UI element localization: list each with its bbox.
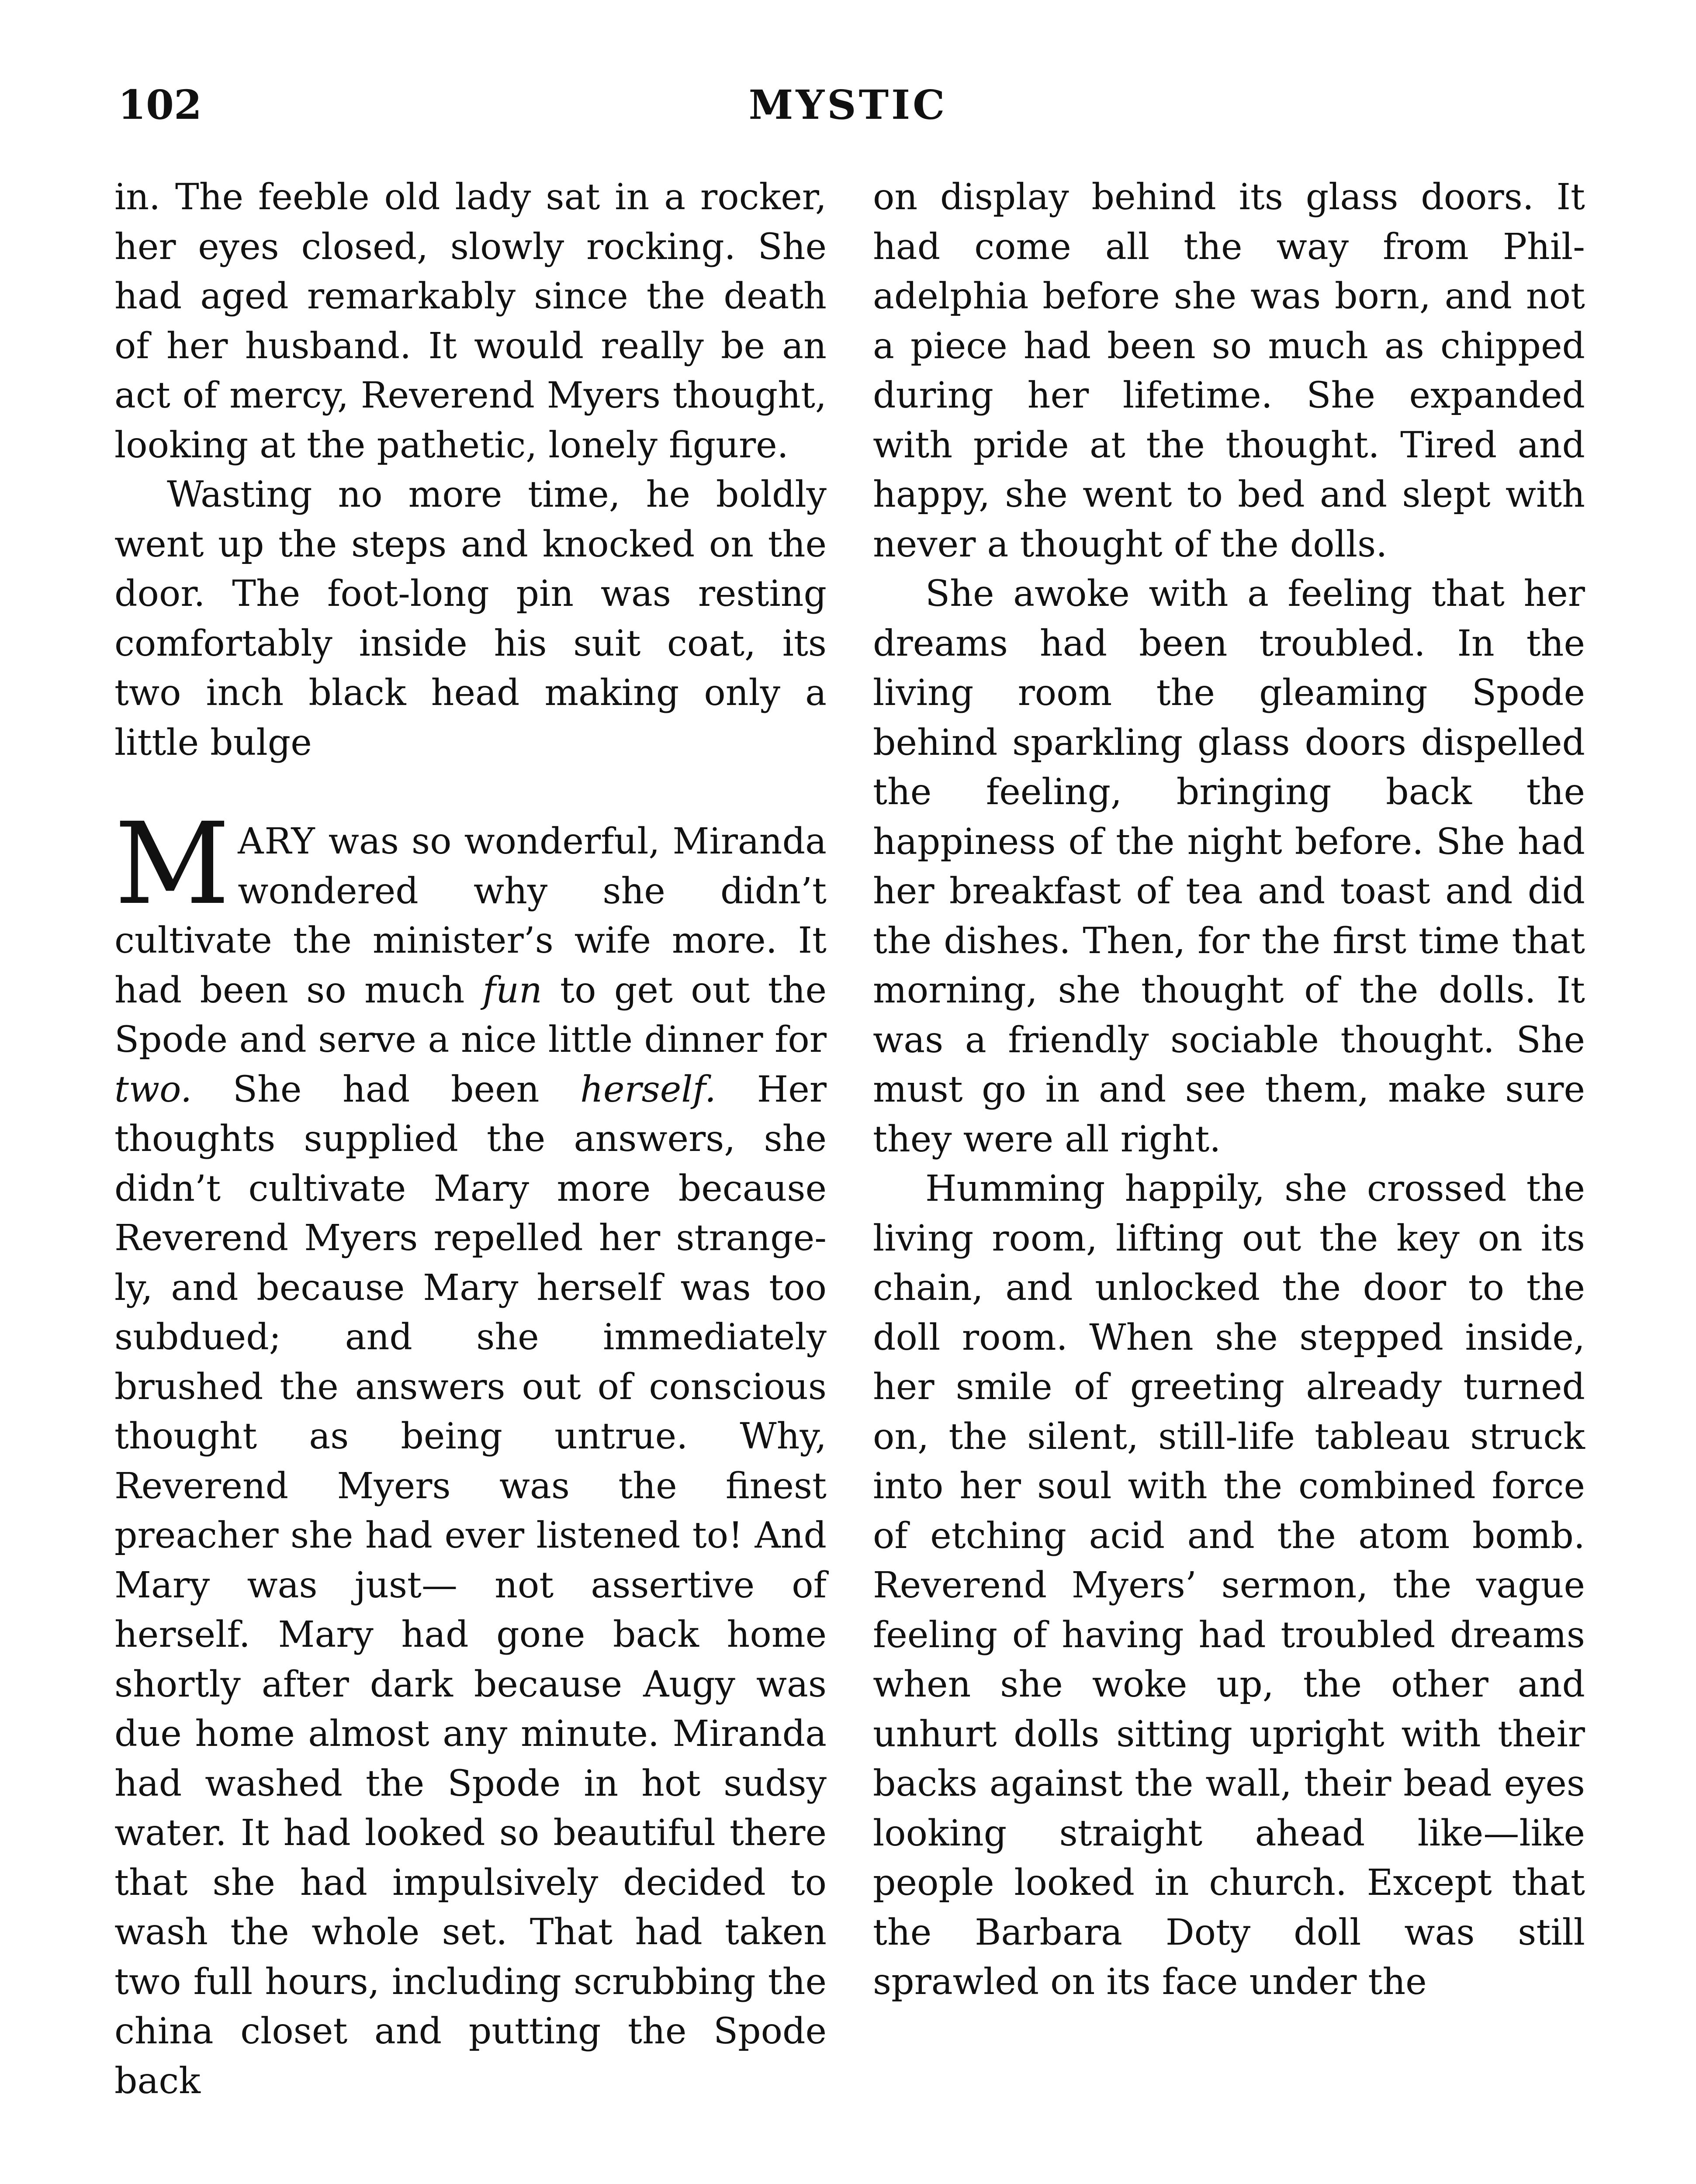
paragraph-drop-cap bbox=[114, 798, 827, 2106]
paragraph: on display behind its glass doors. It had come all the way from Philadelphia before she was born, and not a piece had been so much as chipped during her lifetime. She expanded with pride at the thought. Tired and happy, she went to bed and slept with never a thought of the dolls. bbox=[873, 176, 1585, 565]
text-run: was so wonderful, Miranda wondered why she didn’t cultivate the minister’s wife more. It had been so much bbox=[114, 821, 827, 1011]
running-title: MYSTIC bbox=[748, 81, 948, 128]
paragraph: Humming happily, she crossed the living room, lifting out the key on its chain, and unlocked the door to the doll room. When she stepped inside, her smile of greeting already turned on, the silent, still-life tableau struck into her soul with the combined force of etching acid and the atom bomb. Reverend Myers’ sermon, the vague feeling of having had troubled dreams when she woke up, the other and unhurt dolls sitting upright with their backs against the wall, their bead eyes looking straight ahead like—like people looked in church. Except that the Barbara Doty doll was still sprawled on its face under the bbox=[873, 1168, 1585, 2003]
paragraph: Wasting no more time, he boldly went up the steps and knocked on the door. The foot-long pin was resting comfortably inside his suit coat, its two inch black head making only a little bulge bbox=[114, 474, 827, 764]
emphasis-text: herself. bbox=[580, 1068, 716, 1110]
left-column bbox=[114, 173, 827, 2106]
emphasis-text: fun bbox=[482, 969, 542, 1011]
page-header bbox=[118, 79, 1578, 131]
paragraph: She awoke with a feeling that her dreams had been troubled. In the living room the gleaming Spode behind sparkling glass doors dispelled the feeling, bringing back the happiness of the night before. She had her breakfast of tea and toast and did the dishes. Then, for the first time that morning, she thought of the dolls. It was a friendly sociable thought. She must go in and see them, make sure they were all right. bbox=[873, 573, 1585, 1160]
right-column bbox=[873, 173, 1585, 2007]
text-run: She had been bbox=[192, 1068, 581, 1110]
emphasis-text: two. bbox=[114, 1068, 192, 1110]
drop-cap: M bbox=[114, 798, 230, 930]
text-run: Her thoughts supplied the answers, she didn’t cultivate Mary more because Reverend Myers repelled her strangely, and because Mary herself was too subdued; and she immediately brushed the answers out of conscious thought as being untrue. Why, Reverend Myers was the finest preacher she had ever listened to! And Mary was just— not assertive of herself. Mary had gone back home shortly after dark because Augy was due home almost any minute. Miranda had washed the Spode in hot sudsy water. It had looked so beautiful there that she had impulsively decided to wash the whole set. That had taken two full hours, including scrubbing the china closet and putting the Spode back bbox=[114, 1068, 827, 2102]
page-number: 102 bbox=[118, 81, 202, 128]
text-run: to get out the Spode and serve a nice little dinner for bbox=[114, 969, 827, 1061]
smallcaps-text: ARY bbox=[238, 821, 316, 862]
paragraph: in. The feeble old lady sat in a rocker, her eyes closed, slowly rocking. She had aged remarkably since the death of her husband. It would really be an act of mercy, Reverend Myers thought, looking at the pathetic, lonely figure. bbox=[114, 176, 827, 466]
